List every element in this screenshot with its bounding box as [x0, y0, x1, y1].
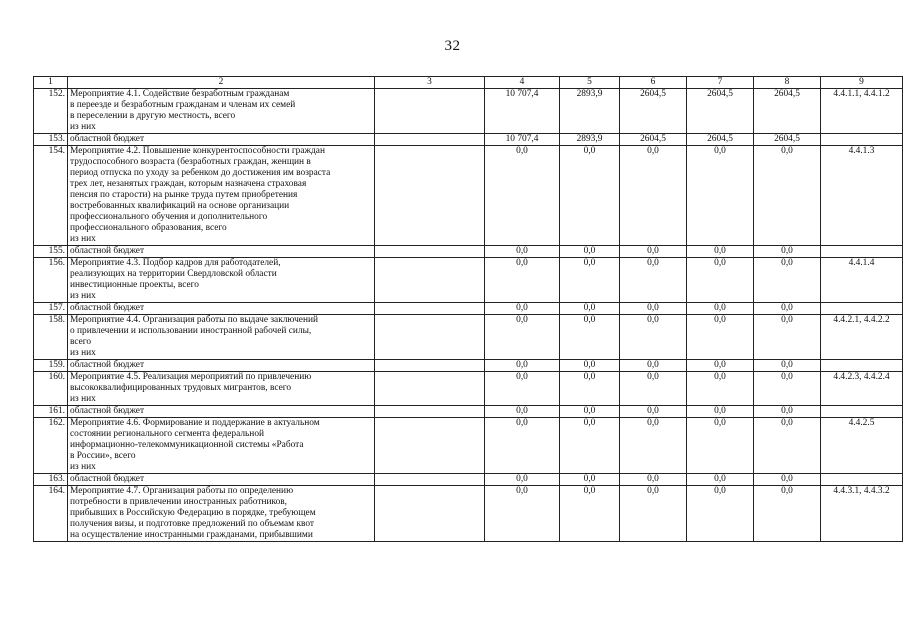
cell-col-5: 0,0	[560, 246, 620, 258]
cell-col-3	[375, 89, 485, 134]
cell-col-3	[375, 360, 485, 372]
cell-target-codes: 4.4.2.3, 4.4.2.4	[821, 372, 903, 406]
row-number: 157.	[34, 303, 68, 315]
row-description: Мероприятие 4.3. Подбор кадров для работодателей, реализующих на территории Свердловской области инвестиционные проекты, всего из них	[68, 258, 375, 303]
budget-row	[34, 406, 903, 418]
row-description: областной бюджет	[68, 246, 375, 258]
cell-col-4: 10 707,4	[485, 134, 560, 146]
row-description: Мероприятие 4.2. Повышение конкурентоспособности граждан трудоспособного возраста (безработных граждан, женщин в период отпуска по уходу за ребенком до достижения им возраста трех лет, незанятых граждан, которым назначена страховая пенсия по старости) на рынке труда путем приобретения востребованных квалификаций на основе организации профессионального обучения и дополнительного профессионального образования, всего из них	[68, 146, 375, 246]
row-description: областной бюджет	[68, 360, 375, 372]
cell-col-4: 0,0	[485, 486, 560, 542]
row-description: Мероприятие 4.4. Организация работы по выдаче заключений о привлечении и использовании иностранной рабочей силы, всего из них	[68, 315, 375, 360]
cell-target-codes	[821, 474, 903, 486]
row-number: 156.	[34, 258, 68, 303]
cell-col-4: 0,0	[485, 406, 560, 418]
cell-col-8: 0,0	[754, 474, 821, 486]
cell-col-7: 0,0	[687, 418, 754, 474]
cell-col-5: 0,0	[560, 258, 620, 303]
cell-col-6: 0,0	[620, 486, 687, 542]
cell-col-3	[375, 474, 485, 486]
cell-col-6: 0,0	[620, 303, 687, 315]
table-body	[34, 89, 903, 542]
row-number: 158.	[34, 315, 68, 360]
row-description: Мероприятие 4.6. Формирование и поддержание в актуальном состоянии регионального сегмента федеральной информационно-телекоммуникационной системы «Работа в России», всего из них	[68, 418, 375, 474]
cell-col-7: 0,0	[687, 474, 754, 486]
cell-col-6: 0,0	[620, 246, 687, 258]
cell-col-4: 10 707,4	[485, 89, 560, 134]
cell-col-7: 0,0	[687, 258, 754, 303]
cell-col-8: 0,0	[754, 258, 821, 303]
cell-col-3	[375, 134, 485, 146]
cell-col-5: 0,0	[560, 418, 620, 474]
cell-col-4: 0,0	[485, 474, 560, 486]
cell-target-codes: 4.4.1.3	[821, 146, 903, 246]
row-number: 159.	[34, 360, 68, 372]
row-number: 162.	[34, 418, 68, 474]
cell-col-3	[375, 486, 485, 542]
cell-col-5: 0,0	[560, 486, 620, 542]
cell-col-8: 0,0	[754, 303, 821, 315]
measure-row	[34, 372, 903, 406]
cell-col-8: 0,0	[754, 418, 821, 474]
row-description: областной бюджет	[68, 474, 375, 486]
cell-col-4: 0,0	[485, 303, 560, 315]
cell-col-8: 0,0	[754, 406, 821, 418]
column-header: 6	[620, 77, 687, 89]
cell-target-codes	[821, 303, 903, 315]
cell-col-4: 0,0	[485, 360, 560, 372]
cell-col-3	[375, 418, 485, 474]
measure-row	[34, 418, 903, 474]
cell-col-5: 0,0	[560, 315, 620, 360]
cell-col-4: 0,0	[485, 315, 560, 360]
row-description: областной бюджет	[68, 303, 375, 315]
column-header: 3	[375, 77, 485, 89]
column-header: 5	[560, 77, 620, 89]
cell-col-5: 0,0	[560, 372, 620, 406]
cell-col-6: 0,0	[620, 372, 687, 406]
cell-col-8: 2604,5	[754, 134, 821, 146]
column-header: 4	[485, 77, 560, 89]
column-number-row	[34, 77, 903, 89]
cell-col-8: 0,0	[754, 360, 821, 372]
cell-col-4: 0,0	[485, 258, 560, 303]
cell-col-5: 0,0	[560, 146, 620, 246]
measure-row	[34, 315, 903, 360]
column-header: 2	[68, 77, 375, 89]
cell-col-3	[375, 406, 485, 418]
page-number: 32	[444, 38, 461, 54]
cell-col-3	[375, 303, 485, 315]
budget-row	[34, 303, 903, 315]
column-header: 8	[754, 77, 821, 89]
column-header: 9	[821, 77, 903, 89]
cell-col-4: 0,0	[485, 146, 560, 246]
cell-col-6: 2604,5	[620, 134, 687, 146]
cell-col-7: 0,0	[687, 303, 754, 315]
row-description: Мероприятие 4.7. Организация работы по определению потребности в привлечении иностранных работников, прибывших в Российскую Федерацию в порядке, требующем получения визы, и подготовке предложений по объемам квот на осуществление иностранными гражданами, прибывшими	[68, 486, 375, 542]
budget-row	[34, 246, 903, 258]
cell-col-8: 0,0	[754, 146, 821, 246]
cell-col-5: 0,0	[560, 474, 620, 486]
cell-target-codes: 4.4.2.5	[821, 418, 903, 474]
cell-target-codes: 4.4.1.4	[821, 258, 903, 303]
cell-col-6: 0,0	[620, 146, 687, 246]
cell-col-7: 0,0	[687, 246, 754, 258]
measure-row	[34, 486, 903, 542]
row-number: 152.	[34, 89, 68, 134]
row-description: областной бюджет	[68, 406, 375, 418]
row-number: 163.	[34, 474, 68, 486]
cell-target-codes	[821, 360, 903, 372]
cell-col-8: 2604,5	[754, 89, 821, 134]
column-header: 1	[34, 77, 68, 89]
row-description: Мероприятие 4.1. Содействие безработным гражданам в переезде и безработным гражданам и членам их семей в переселении в другую местность, всего из них	[68, 89, 375, 134]
row-number: 160.	[34, 372, 68, 406]
cell-col-6: 0,0	[620, 406, 687, 418]
row-description: областной бюджет	[68, 134, 375, 146]
row-description: Мероприятие 4.5. Реализация мероприятий по привлечению высококвалифицированных трудовых мигрантов, всего из них	[68, 372, 375, 406]
cell-col-3	[375, 258, 485, 303]
row-number: 153.	[34, 134, 68, 146]
cell-col-8: 0,0	[754, 246, 821, 258]
row-number: 154.	[34, 146, 68, 246]
cell-col-6: 0,0	[620, 360, 687, 372]
budget-row	[34, 134, 903, 146]
cell-col-3	[375, 315, 485, 360]
cell-col-6: 0,0	[620, 315, 687, 360]
cell-target-codes: 4.4.1.1, 4.4.1.2	[821, 89, 903, 134]
cell-col-8: 0,0	[754, 315, 821, 360]
cell-col-5: 2893,9	[560, 89, 620, 134]
cell-col-4: 0,0	[485, 372, 560, 406]
cell-target-codes: 4.4.2.1, 4.4.2.2	[821, 315, 903, 360]
cell-col-7: 0,0	[687, 372, 754, 406]
cell-target-codes	[821, 246, 903, 258]
cell-col-3	[375, 372, 485, 406]
column-header: 7	[687, 77, 754, 89]
measure-row	[34, 258, 903, 303]
cell-col-5: 2893,9	[560, 134, 620, 146]
row-number: 155.	[34, 246, 68, 258]
cell-col-4: 0,0	[485, 418, 560, 474]
cell-col-7: 2604,5	[687, 134, 754, 146]
cell-col-6: 2604,5	[620, 89, 687, 134]
cell-target-codes: 4.4.3.1, 4.4.3.2	[821, 486, 903, 542]
cell-col-7: 0,0	[687, 146, 754, 246]
cell-col-4: 0,0	[485, 246, 560, 258]
cell-col-5: 0,0	[560, 406, 620, 418]
cell-col-7: 0,0	[687, 486, 754, 542]
budget-row	[34, 360, 903, 372]
measure-row	[34, 89, 903, 134]
cell-col-7: 0,0	[687, 315, 754, 360]
budget-row	[34, 474, 903, 486]
cell-target-codes	[821, 406, 903, 418]
cell-col-5: 0,0	[560, 303, 620, 315]
cell-col-6: 0,0	[620, 474, 687, 486]
cell-col-3	[375, 246, 485, 258]
row-number: 161.	[34, 406, 68, 418]
cell-col-3	[375, 146, 485, 246]
cell-col-6: 0,0	[620, 418, 687, 474]
cell-col-7: 2604,5	[687, 89, 754, 134]
cell-target-codes	[821, 134, 903, 146]
cell-col-7: 0,0	[687, 406, 754, 418]
cell-col-8: 0,0	[754, 372, 821, 406]
cell-col-6: 0,0	[620, 258, 687, 303]
cell-col-8: 0,0	[754, 486, 821, 542]
program-table	[33, 76, 903, 542]
cell-col-5: 0,0	[560, 360, 620, 372]
measure-row	[34, 146, 903, 246]
row-number: 164.	[34, 486, 68, 542]
cell-col-7: 0,0	[687, 360, 754, 372]
